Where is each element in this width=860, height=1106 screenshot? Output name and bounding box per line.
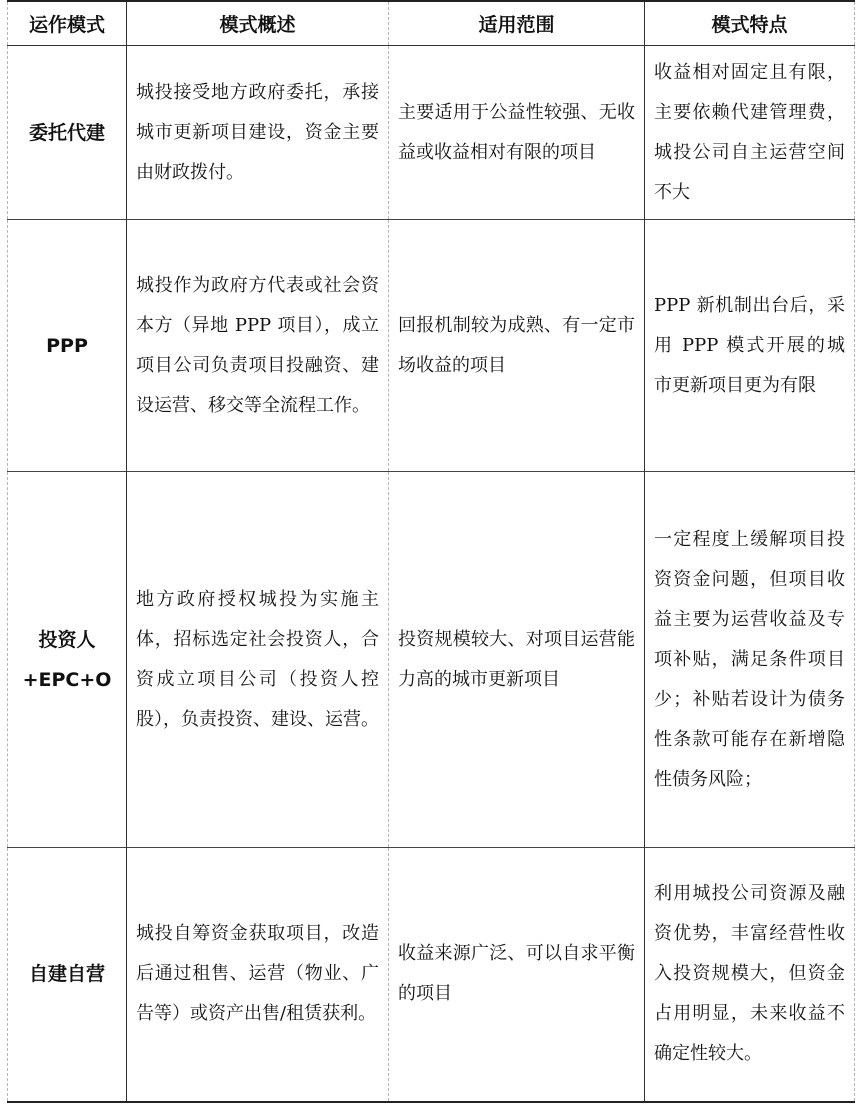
operation-mode-table bbox=[7, 0, 855, 1103]
overview-cell: 地方政府授权城投为实施主体，招标选定社会投资人，合资成立项目公司（投资人控股），负责投资、建设、运营。 bbox=[127, 472, 389, 848]
mode-label-line2: +EPC+O bbox=[22, 668, 112, 691]
table-row bbox=[8, 472, 855, 848]
table-header-row bbox=[8, 1, 855, 46]
overview-cell: 城投接受地方政府委托，承接城市更新项目建设，资金主要由财政拨付。 bbox=[127, 46, 389, 220]
header-overview: 模式概述 bbox=[127, 1, 389, 46]
features-cell: 一定程度上缓解项目投资资金问题，但项目收益主要为运营收益及专项补贴，满足条件项目少；补贴若设计为债务性条款可能存在新增隐性债务风险； bbox=[645, 472, 855, 848]
scope-cell: 回报机制较为成熟、有一定市场收益的项目 bbox=[389, 220, 645, 472]
scope-cell: 投资规模较大、对项目运营能力高的城市更新项目 bbox=[389, 472, 645, 848]
scope-cell: 主要适用于公益性较强、无收益或收益相对有限的项目 bbox=[389, 46, 645, 220]
header-mode: 运作模式 bbox=[8, 1, 127, 46]
mode-cell bbox=[8, 472, 127, 848]
header-scope: 适用范围 bbox=[389, 1, 645, 46]
mode-cell: PPP bbox=[8, 220, 127, 472]
table-row bbox=[8, 46, 855, 220]
mode-cell: 自建自营 bbox=[8, 848, 127, 1102]
overview-cell: 城投作为政府方代表或社会资本方（异地 PPP 项目），成立项目公司负责项目投融资、建设运营、移交等全流程工作。 bbox=[127, 220, 389, 472]
table-row bbox=[8, 848, 855, 1102]
mode-label-line1: 投资人 bbox=[38, 628, 96, 651]
overview-cell: 城投自筹资金获取项目，改造后通过租售、运营（物业、广告等）或资产出售/租赁获利。 bbox=[127, 848, 389, 1102]
features-cell: 收益相对固定且有限，主要依赖代建管理费，城投公司自主运营空间不大 bbox=[645, 46, 855, 220]
features-cell: PPP 新机制出台后，采用 PPP 模式开展的城市更新项目更为有限 bbox=[645, 220, 855, 472]
table-row bbox=[8, 220, 855, 472]
mode-cell: 委托代建 bbox=[8, 46, 127, 220]
scope-cell: 收益来源广泛、可以自求平衡的项目 bbox=[389, 848, 645, 1102]
features-cell: 利用城投公司资源及融资优势，丰富经营性收入投资规模大，但资金占用明显，未来收益不确定性较大。 bbox=[645, 848, 855, 1102]
header-features: 模式特点 bbox=[645, 1, 855, 46]
